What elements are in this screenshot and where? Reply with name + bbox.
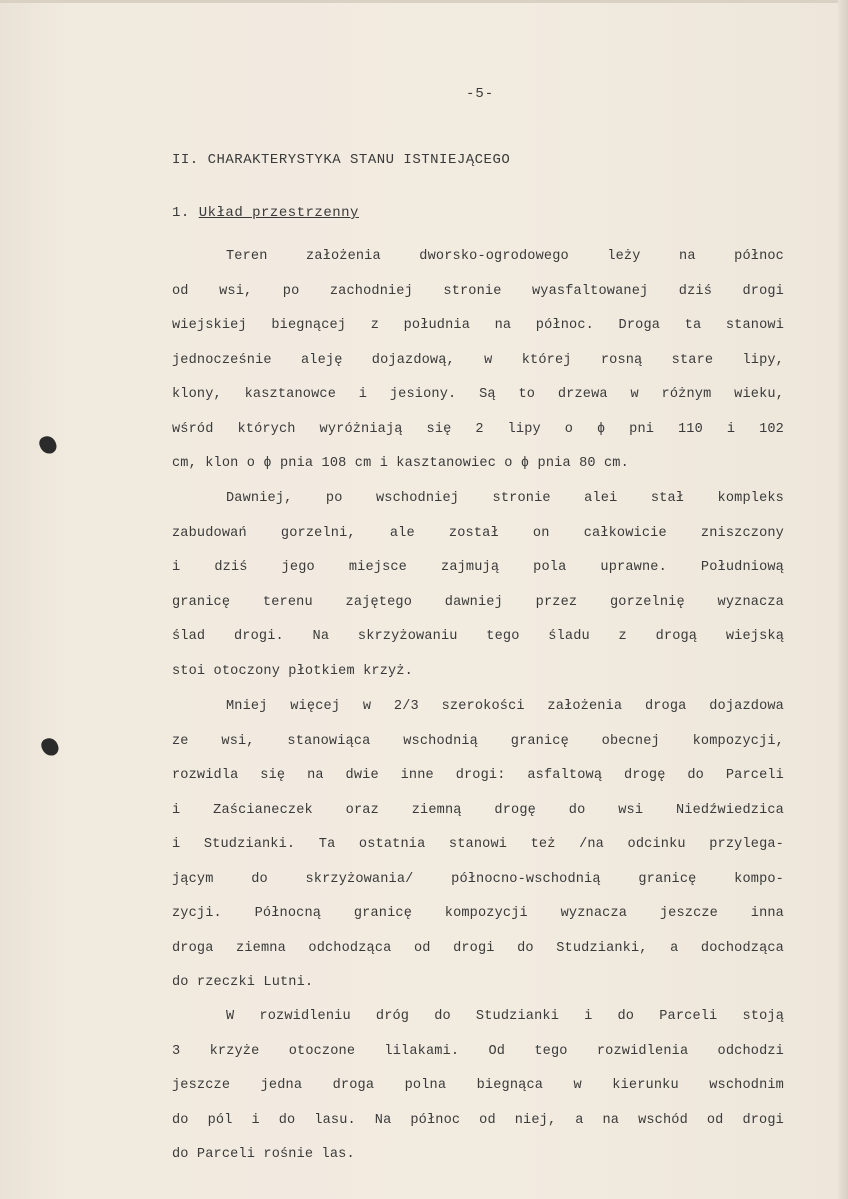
text-line: od wsi, po zachodniej stronie wyasfaltowanej dziś drogi	[172, 283, 784, 299]
text-line: Dawniej, po wschodniej stronie alei stał kompleks	[226, 491, 784, 506]
text-line: i Studzianki. Ta ostatnia stanowi też /na odcinku przylega-	[172, 837, 784, 852]
text-line: do Parceli rośnie las.	[172, 1147, 355, 1162]
text-line: W rozwidleniu dróg do Studzianki i do Parceli stoją	[226, 1009, 784, 1024]
text-line: klony, kasztanowce i jesiony. Są to drzewa w różnym wieku,	[172, 387, 784, 402]
text-line: do pól i do lasu. Na północ od niej, a na wschód od drogi	[172, 1112, 784, 1128]
paragraph-3	[172, 690, 784, 1001]
paragraph-1	[172, 240, 784, 482]
text-line: jednocześnie aleję dojazdową, w której rosną stare lipy,	[172, 352, 784, 368]
text-line: i Zaścianeczek oraz ziemną drogę do wsi Niedźwiedzica	[172, 802, 784, 818]
page-top-edge	[0, 0, 848, 3]
paragraph-4	[172, 1000, 784, 1173]
text-line: Mniej więcej w 2/3 szerokości założenia droga dojazdowa	[226, 699, 784, 714]
text-line: cm, klon o ɸ pnia 108 cm i kasztanowiec o ɸ pnia 80 cm.	[172, 456, 629, 471]
text-line: wiejskiej biegnącej z południa na północ. Droga ta stanowi	[172, 318, 784, 333]
text-line: ślad drogi. Na skrzyżowaniu tego śladu z drogą wiejską	[172, 629, 784, 644]
text-line: 3 krzyże otoczone lilakami. Od tego rozwidlenia odchodzi	[172, 1043, 784, 1059]
text-line: do rzeczki Lutni.	[172, 975, 314, 990]
page-right-edge	[838, 0, 848, 1199]
binder-hole-mark	[39, 736, 60, 758]
text-line: granicę terenu zajętego dawniej przez gorzelnię wyznacza	[172, 594, 784, 610]
page-number: -5-	[466, 86, 495, 102]
text-line: stoi otoczony płotkiem krzyż.	[172, 663, 413, 679]
text-line: zycji. Północną granicę kompozycji wyznacza jeszcze inna	[172, 906, 784, 921]
text-line: i dziś jego miejsce zajmują pola uprawne. Południową	[172, 560, 784, 575]
section-title: II. CHARAKTERYSTYKA STANU ISTNIEJĄCEGO	[172, 152, 511, 168]
text-line: Teren założenia dworsko-ogrodowego leży na północ	[226, 249, 784, 264]
text-line: ze wsi, stanowiąca wschodnią granicę obecnej kompozycji,	[172, 733, 784, 749]
text-line: jeszcze jedna droga polna biegnąca w kierunku wschodnim	[172, 1078, 784, 1093]
subsection-title: Układ przestrzenny	[198, 205, 359, 221]
text-line: rozwidla się na dwie inne drogi: asfaltową drogę do Parceli	[172, 768, 784, 783]
text-line: droga ziemna odchodząca od drogi do Studzianki, a dochodząca	[172, 940, 784, 956]
paragraph-2	[172, 482, 784, 689]
text-line: zabudowań gorzelni, ale został on całkowicie zniszczony	[172, 525, 784, 541]
binder-hole-mark	[37, 434, 58, 456]
text-line: jącym do skrzyżowania/ północno-wschodnią granicę kompo-	[172, 871, 784, 887]
text-line: wśród których wyróżniają się 2 lipy o ɸ pni 110 i 102	[172, 421, 784, 437]
subsection-number: 1.	[172, 205, 190, 221]
subsection-heading	[172, 205, 359, 221]
